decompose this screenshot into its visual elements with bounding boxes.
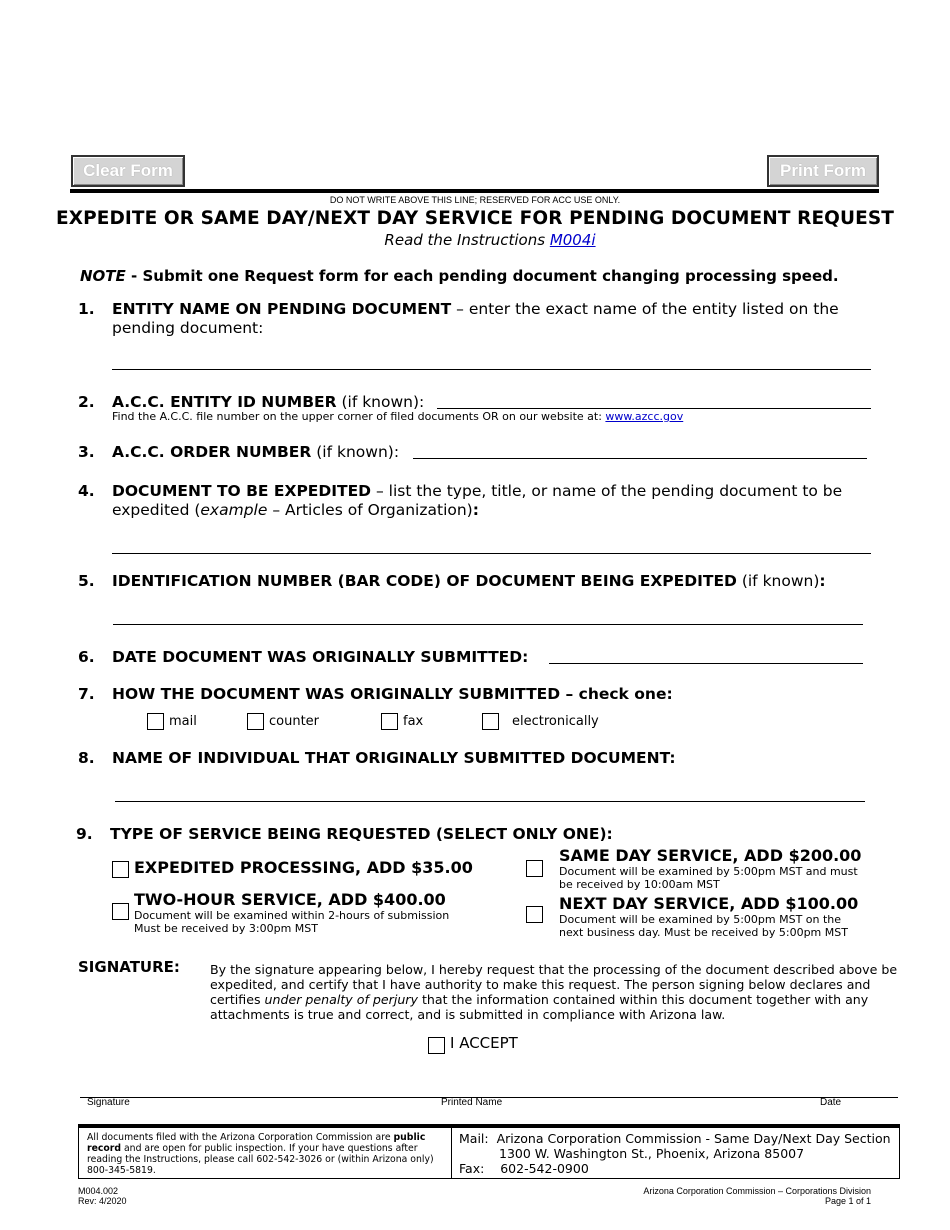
fax-checkbox[interactable] [381,713,398,730]
q3-entry-line[interactable] [413,458,867,459]
signature-caption: Signature [87,1097,130,1108]
q4-colon: : [472,501,479,519]
mail-label: Mail: [459,1131,489,1146]
signature-italic: under penalty of perjury [264,992,418,1007]
fax-label: fax [403,714,424,729]
q2-text: (if known): [336,393,425,411]
q7-label [112,685,673,704]
printed-name-caption: Printed Name [441,1097,503,1108]
subtitle-text: Read the Instructions [384,231,550,249]
form-rev: Rev: 4/2020 [78,1196,127,1206]
q3-bold: A.C.C. ORDER NUMBER [112,443,312,461]
footer-left-1: All documents filed with the Arizona Corporation Commission are [87,1132,394,1143]
electronically-checkbox[interactable] [482,713,499,730]
accept-label: I ACCEPT [450,1034,518,1052]
note-text: - Submit one Request form for each pending document changing processing speed. [125,267,839,285]
q8-number: 8. [78,749,95,767]
next-day-title: NEXT DAY SERVICE, ADD $100.00 [559,894,859,913]
q6-number: 6. [78,648,95,666]
q4-example: example [200,501,268,519]
form-id [78,1186,127,1206]
signature-text1: By the signature appearing below, I hereby request that the processing of the document described above be expedited, and certify that I have authority to make this request. The person signing below declares and certifies [210,962,898,1007]
q2-bold: A.C.C. ENTITY ID NUMBER [112,393,337,411]
q4-label [112,482,872,520]
signature-text2: that the information contained within this document together with any attachments is true and correct, and is submitted in compliance with Arizona law. [210,992,869,1022]
two-hour-title: TWO-HOUR SERVICE, ADD $400.00 [134,890,446,909]
azcc-link[interactable]: www.azcc.gov [605,410,684,423]
q5-text: (if known) [736,572,820,590]
q1-text: – enter the exact name of the entity listed on the pending document: [112,300,839,337]
q9-bold: TYPE OF SERVICE BEING REQUESTED (SELECT ONLY ONE): [110,825,613,843]
mail-label: mail [169,714,197,729]
q5-label [112,572,826,591]
q5-colon: : [819,572,826,590]
q7-number: 7. [78,685,95,703]
public-record-notice [87,1132,445,1176]
expedited-checkbox[interactable] [112,861,129,878]
form-number: M004.002 [78,1186,119,1196]
q9-label [110,825,613,844]
next-day-desc [559,913,848,939]
q2-hint-text: Find the A.C.C. file number on the upper corner of filed documents OR on our website at: [112,410,602,423]
footer-box [78,1124,900,1179]
q2-number: 2. [78,393,95,411]
counter-label: counter [269,714,320,729]
counter-checkbox[interactable] [247,713,264,730]
page-title: EXPEDITE OR SAME DAY/NEXT DAY SERVICE FOR PENDING DOCUMENT REQUEST [55,208,895,229]
mail-line-2: 1300 W. Washington St., Phoenix, Arizona 85007 [499,1146,805,1161]
mail-checkbox[interactable] [147,713,164,730]
clear-form-button[interactable]: Clear Form [71,155,185,187]
signature-label: SIGNATURE: [78,958,180,976]
q2-entry-line[interactable] [437,408,871,409]
q4-number: 4. [78,482,95,500]
q8-bold: NAME OF INDIVIDUAL THAT ORIGINALLY SUBMITTED DOCUMENT: [112,749,676,767]
q5-bold: IDENTIFICATION NUMBER (BAR CODE) OF DOCUMENT BEING EXPEDITED [112,572,737,590]
q1-entry-line[interactable] [112,369,871,370]
q8-entry-line[interactable] [115,801,865,802]
q1-bold: ENTITY NAME ON PENDING DOCUMENT [112,300,452,318]
q6-label [112,648,528,667]
two-hour-desc-2: Must be received by 3:00pm MST [134,922,319,935]
instructions-link[interactable]: M004i [549,231,596,249]
page-number: Page 1 of 1 [824,1196,871,1206]
mailing-address [459,1131,891,1176]
org-name: Arizona Corporation Commission – Corporations Division [643,1186,871,1196]
note-label: NOTE [80,267,126,285]
next-day-desc-1: Document will be examined by 5:00pm MST on the [559,913,842,926]
q1-number: 1. [78,300,95,318]
q7-bold: HOW THE DOCUMENT WAS ORIGINALLY SUBMITTED – check one: [112,685,673,703]
signature-statement [210,962,900,1022]
same-day-desc-1: Document will be examined by 5:00pm MST and must [559,865,858,878]
q8-label [112,749,676,768]
two-hour-checkbox[interactable] [112,903,129,920]
q5-number: 5. [78,572,95,590]
two-hour-desc [134,909,449,935]
fax-label: Fax: [459,1161,485,1176]
q5-entry-line[interactable] [113,624,863,625]
reserved-divider [70,189,879,193]
reserved-notice: DO NOT WRITE ABOVE THIS LINE; RESERVED FOR ACC USE ONLY. [329,195,621,205]
q3-text: (if known): [311,443,400,461]
footer-divider [451,1128,452,1178]
footer-left-bold: public record [87,1132,426,1154]
q9-number: 9. [76,825,93,843]
q3-label [112,443,399,462]
same-day-desc [559,865,858,891]
q2-hint [112,410,683,423]
footer-left-2: and are open for public inspection. If your have questions after reading the Instructions, please call 602-542-3026 or (within Arizona only) 800-345-5819. [87,1143,434,1176]
date-caption: Date [820,1097,842,1108]
q1-label [112,300,872,338]
same-day-desc-2: be received by 10:00am MST [559,878,720,891]
q3-number: 3. [78,443,95,461]
page-subtitle [0,231,950,249]
next-day-checkbox[interactable] [526,906,543,923]
accept-checkbox[interactable] [428,1037,445,1054]
same-day-title: SAME DAY SERVICE, ADD $200.00 [559,846,862,865]
note [80,267,839,285]
electronically-label: electronically [512,714,599,729]
fax-number: 602-542-0900 [500,1161,589,1176]
mail-line-1: Arizona Corporation Commission - Same Day/Next Day Section [496,1131,891,1146]
print-form-button[interactable]: Print Form [767,155,879,187]
q6-entry-line[interactable] [549,663,863,664]
q4-entry-line[interactable] [112,553,871,554]
expedited-title: EXPEDITED PROCESSING, ADD $35.00 [134,858,473,877]
next-day-desc-2: next business day. Must be received by 5:00pm MST [559,926,848,939]
two-hour-desc-1: Document will be examined within 2-hours of submission [134,909,450,922]
same-day-checkbox[interactable] [526,860,543,877]
footer-org [643,1186,871,1206]
q4-text1: – list the type, title, or name of the pending document to be expedited ( [112,482,843,519]
q6-bold: DATE DOCUMENT WAS ORIGINALLY SUBMITTED: [112,648,529,666]
q4-text2: – Articles of Organization) [267,501,473,519]
q4-bold: DOCUMENT TO BE EXPEDITED [112,482,372,500]
